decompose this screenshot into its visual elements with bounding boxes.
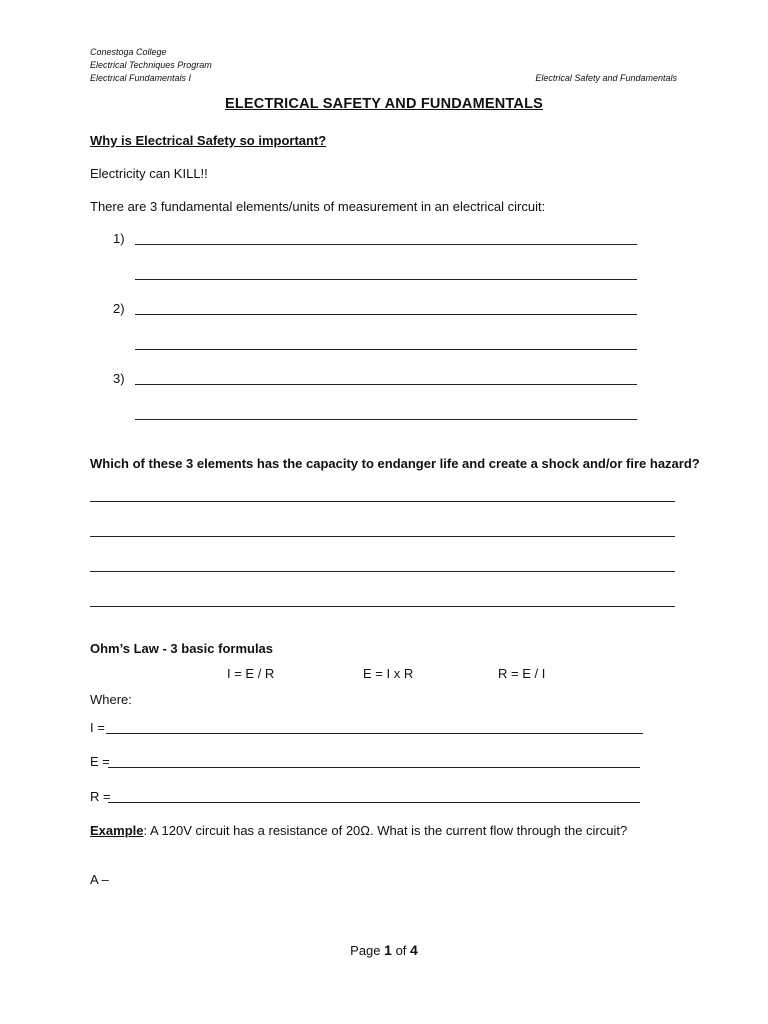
element-3-label: 3) <box>113 371 125 386</box>
answer-line <box>135 279 637 280</box>
answer-line <box>90 571 675 572</box>
answer-line <box>90 501 675 502</box>
example-label: Example <box>90 823 144 838</box>
course-name: Electrical Fundamentals I <box>90 73 192 83</box>
answer-line <box>135 384 637 385</box>
page-title: ELECTRICAL SAFETY AND FUNDAMENTALS <box>224 96 543 112</box>
question-hazard-heading: Which of these 3 elements has the capacity to endanger life and create a shock and/or fire hazard? <box>90 456 700 471</box>
answer-line <box>90 606 675 607</box>
element-1-label: 1) <box>113 231 125 246</box>
definition-r-label: R = <box>90 789 111 804</box>
program-name: Electrical Techniques Program <box>90 60 212 70</box>
college-name: Conestoga College <box>90 47 167 57</box>
current-page: 1 <box>384 942 392 958</box>
page-prefix: Page <box>350 943 381 958</box>
formula-current: I = E / R <box>227 666 275 681</box>
definition-e-label: E = <box>90 754 110 769</box>
answer-line <box>90 536 675 537</box>
page-number <box>0 942 768 958</box>
example-question <box>90 823 627 838</box>
answer-line <box>108 767 640 768</box>
answer-line <box>106 733 643 734</box>
example-text: : A 120V circuit has a resistance of 20Ω. What is the current flow through the circuit? <box>143 823 628 838</box>
formula-resistance: R = E / I <box>498 666 546 681</box>
document-header-left <box>90 46 212 85</box>
ohms-law-heading: Ohm’s Law - 3 basic formulas <box>90 641 274 656</box>
question-safety-heading: Why is Electrical Safety so important? <box>90 133 327 148</box>
definition-i-label: I = <box>90 720 105 735</box>
example-answer-prefix: A – <box>90 872 109 887</box>
document-header-right: Electrical Safety and Fundamentals <box>535 73 677 83</box>
page-of: of <box>395 943 407 958</box>
element-2-label: 2) <box>113 301 125 316</box>
answer-line <box>135 419 637 420</box>
formula-voltage: E = I x R <box>363 666 414 681</box>
answer-line <box>135 244 637 245</box>
elements-intro: There are 3 fundamental elements/units of measurement in an electrical circuit: <box>90 199 546 214</box>
total-pages: 4 <box>410 942 418 958</box>
answer-line <box>135 314 637 315</box>
where-label: Where: <box>90 692 132 707</box>
answer-line <box>108 802 640 803</box>
safety-answer: Electricity can KILL!! <box>90 166 208 181</box>
answer-line <box>135 349 637 350</box>
